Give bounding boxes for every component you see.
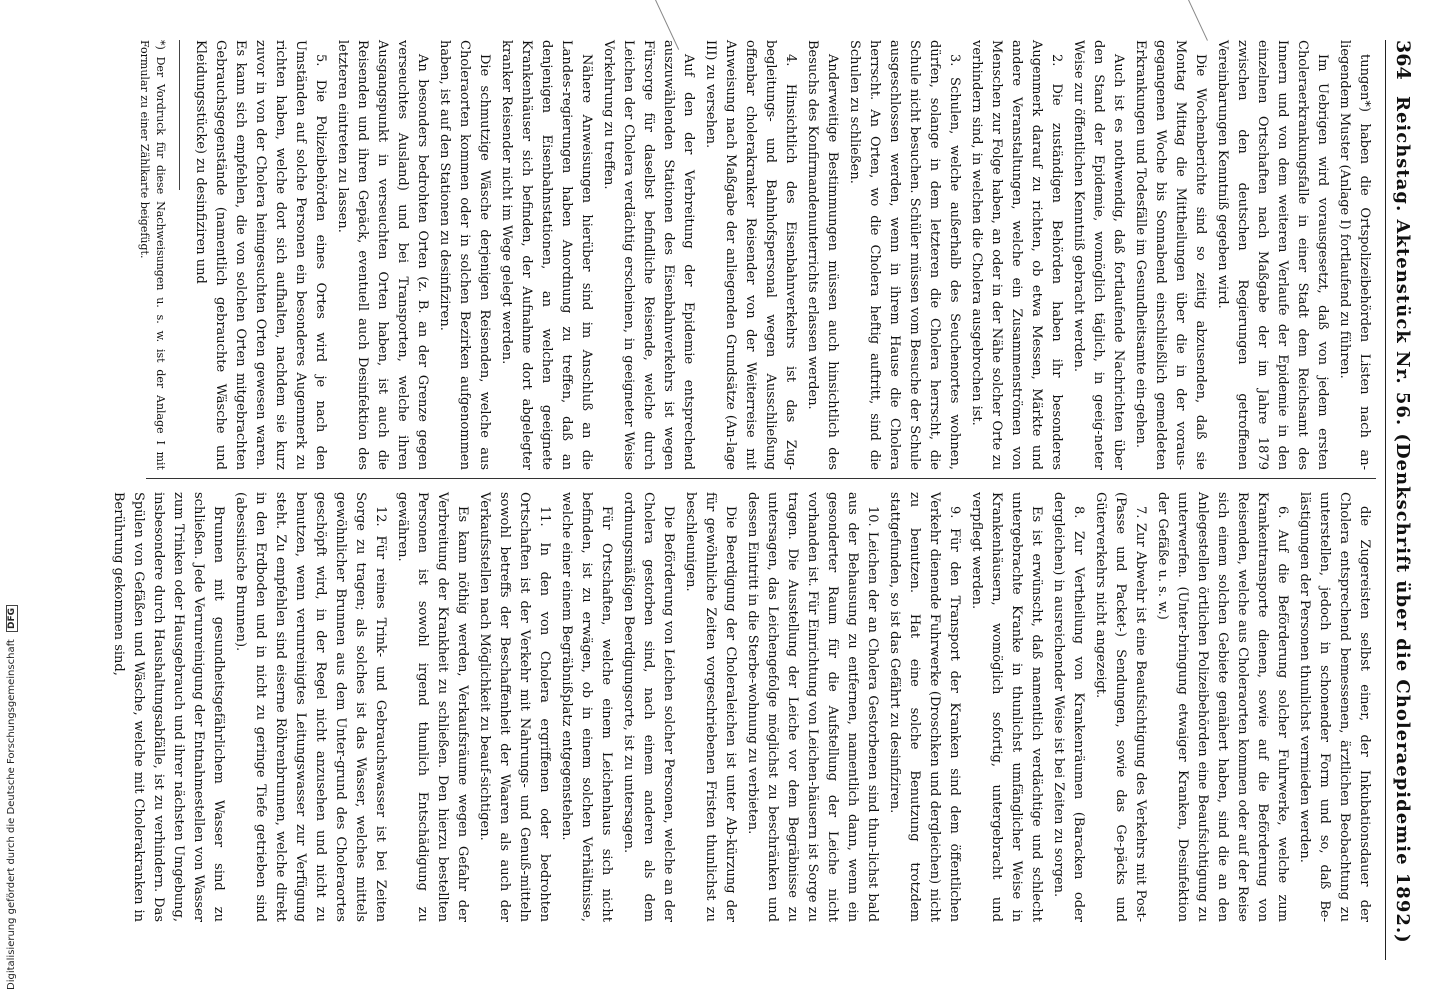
paragraph: 4. Hinsichtlich des Eisenbahnverkehrs ist das Zug-begleitungs- und Bahnhofspersonal wegen Ausschließung offenbar cholerakranker Reisender von der Weiterreise mit Anweisung nach Maßgabe der anliegenden Grundsätze (An-lage III) zu versehen.: [703, 40, 798, 470]
right-column: [111, 492, 1374, 922]
paragraph: Im Uebrigen wird vorausgesetzt, daß von jedem ersten Choleraerkrankungsfalle in einer Stadt dem Reichsamt des Innern und von dem weiteren Verlaufe der Epidemie in den einzelnen Ortschaften nach Maßgabe der im Jahre 1879 zwischen den deutschen Regierungen getroffenen Vereinbarungen Kenntniß gegeben wird.: [1215, 40, 1330, 470]
paragraph: Für Ortschaften, welche einem Leichenhaus sich nicht befinden, ist zu erwägen, ob in einem solchen Verhältnisse, welche einer einem Begräbnißplatz entgegenstehen.: [559, 492, 614, 922]
paragraph: Die schmutzige Wäsche derjenigen Reisenden, welche aus Choleraorten kommen oder in solchen Bezirken aufgenommen haben, ist auf den Stationen zu desinfiziren.: [437, 40, 492, 470]
column-divider: [146, 478, 1376, 479]
document-page: [102, 0, 1432, 1000]
running-title: Reichstag. Aktenstück Nr. 56. (Denkschrift über die Choleraepidemie 1892.): [1392, 95, 1414, 944]
paragraph: 5. Die Polizeibehörden eines Ortes wird je nach den Umständen auf solche Personen ein besonderes Augenmerk zu richten haben, welche dort sich aufhalten, nachdem sie kurz zuvor in von der Cholera heimgesuchten Orten gewesen waren. Es kann sich empfehlen, die von solchen Orten mitgebrachten Gebrauchsgegenstände (namentlich gebrauchte Wäsche und Kleidungsstücke) zu desinfiziren und: [193, 40, 328, 470]
digitization-credit: [6, 607, 20, 990]
paragraph: Die Beförderung von Leichen solcher Personen, welche an der Cholera gestorben sind, nach einem anderen als dem ordnungsmäßigen Beerdigungsorte, ist zu untersagen.: [621, 492, 676, 922]
paragraph: 7. Zur Abwehr ist eine Beaufsichtigung des Verkehrs mit Post- (Passe und Packet-) Sendungen, sowie das Ge-päcks und Güterverkehrs nicht angezeigt.: [1093, 492, 1148, 922]
paragraph: Die Beerdigung der Choleraleichen ist unter Ab-kürzung der für gewöhnliche Zeiten vorgeschriebenen Fristen thunlichst zu beschleunigen.: [683, 492, 738, 922]
paragraph: 11. In den von Cholera ergriffenen oder bedrohten Ortschaften ist der Verkehr mit Nahrungs- und Genuß-mitteln sowohl betreffs der Beschaffenheit der Waaren als auch der Verkaufsstellen nach Möglichkeit zu beauf-sichtigen.: [477, 492, 552, 922]
paragraph: Auch ist es nothwendig, daß fortlaufende Nachrichten über den Stand der Epidemie, womöglich täglich, in geeig-neter Weise zur öffentlichen Kenntniß gebracht werden.: [1071, 40, 1126, 470]
paragraph: die Zugereisten selbst einer, der Inkubationsdauer der Cholera entsprechend bemessenen, ärztlichen Beobachtung zu unterstellen, jedoch in schonender Form und so, daß Be-lästigungen der Personen thunlichst vermieden werden.: [1297, 492, 1372, 922]
paragraph: 9. Für den Transport der Kranken sind dem öffentlichen Verkehr dienende Fuhrwerke (Droschken und dergleichen) nicht zu benutzen. Hat eine solche Benutzung trotzdem stattgefunden, so ist das Gefährt zu desinfiziren.: [887, 492, 962, 922]
footnote-rule: [179, 40, 180, 190]
paragraph: Die Wochenberichte sind so zeitig abzusenden, daß sie Montag Mittag die Mittheilungen über die in der voraus-gegangenen Woche bis Sonnabend einschließlich gemeldeten Erkrankungen und Todesfälle im Gesundheitsamte ein-gehen.: [1133, 40, 1208, 470]
paragraph: 12. Für reines Trink- und Gebrauchswasser ist bei Zeiten Sorge zu tragen; als solches ist das Wasser, welches mittels gewöhnlicher Brunnen aus dem Unter-grund des Choleraortes geschöpft wird, in der Regel nicht anzusehen und nicht zu benutzen, wenn verunreinigtes Leitungswasser zur Verfügung steht. Zu empfehlen sind eiserne Röhrenbrunnen, welche direkt in den Erdboden und in nicht zu geringe Tiefe getrieben sind (abessinische Brunnen).: [233, 492, 388, 922]
paragraph: tungen*) haben die Ortspolizeibehörden Listen nach an-liegendem Muster (Anlage I) fortlaufend zu führen.: [1337, 40, 1372, 470]
paragraph: 3. Schulen, welche außerhalb des Seuchenortes wohnen, dürfen, solange in dem letzteren die Cholera herrscht, die Schule nicht besuchen. Schüler müssen vom Besuche der Schule ausgeschlossen werden, wenn in ihrem Hause die Cholera herrscht. An Orten, wo die Cholera heftig auftritt, sind die Schulen zu schließen.: [847, 40, 962, 470]
paragraph: An besonders bedrohten Orten (z. B. an der Grenze gegen verseuchtes Ausland) und bei Transporten, welche ihren Ausgangspunkt in verseuchten Orten haben, ist auch die Reisenden und ihren Gepäck, eventuell auch Desinfektion des letzteren eintreten zu lassen.: [335, 40, 430, 470]
paragraph: Anderweitige Bestimmungen müssen auch hinsichtlich des Besuchs des Konfirmandenunterrichts erlassen werden.: [805, 40, 840, 470]
paragraph: Es kann nöthig werden, Verkaufsräume wegen Gefahr der Verbreitung der Krankheit zu schließen. Den hierzu bestellten Personen ist sowohl irgend thunlich Entschädigung zu gewähren.: [395, 492, 470, 922]
paragraph: 6. Auf die Beförderung solcher Fuhrwerke, welche zum Krankentransporte dienen, sowie auf die Beförderung von Reisenden, welche aus Choleraorten kommen oder auf der Reise sich einem solchen Gebiete genähert haben, sind die an den Anlegestellen örtlichen Polizeibehörden eine Beaufsichtigung zu unterwerfen. (Unter-bringung etwaiger Kranken, Desinfektion der Gefäße u. s. w.): [1155, 492, 1290, 922]
paragraph: Es ist erwünscht, daß namentlich verdächtige und schlecht untergebrachte Kranke in thunlichst umfänglicher Weise in Krankenhäusern, womöglich sofortig, untergebracht und verpflegt werden.: [969, 492, 1044, 922]
page-header: [1385, 40, 1420, 960]
credit-text: Digitalisierung gefördert durch die Deutsche Forschungsgemeinschaft: [6, 639, 17, 990]
left-column: [138, 40, 1374, 470]
dfg-logo: DFG: [6, 605, 18, 632]
paragraph: Brunnen mit gesundheitsgefährlichem Wasser sind zu schließen. Jede Verunreinigung der Entnahmestellen von Wasser zum Trinken oder Hausgebrauch und ihrer nächsten Umgebung, insbesondere durch Haushaltungsabfälle, ist zu verhindern. Das Spülen von Gefäßen und Wäsche, welche mit Cholerakranken in Berührung gekommen sind,: [111, 492, 226, 922]
footnote: *) Der Vordruck für diese Nachweisungen u. s. w. ist der Anlage I mit Formular zu einer Zählkarte beigefügt.: [138, 40, 167, 470]
page-number: 364: [1392, 40, 1414, 80]
paragraph: Nähere Anweisungen hierüber sind im Anschluß an die Landes-regierungen haben Anordnung zu treffen, daß an denjenigen Eisenbahnstationen, an welchen geeignete Krankenhäuser sich befinden, der Aufnahme dort abgelegter kranker Reisender nicht im Wege gelegt werden.: [499, 40, 594, 470]
paragraph: 2. Die zuständigen Behörden haben ihr besonderes Augenmerk darauf zu richten, ob etwa Messen, Märkte und andere Veranstaltungen, welche ein Zusammenströmen von Menschen zur Folge haben, an oder in der Nähe solcher Orte zu verhindern sind, in welchen die Cholera ausgebrochen ist.: [969, 40, 1064, 470]
paragraph: Auf den der Verbreitung der Epidemie entsprechend auszuwählenden Stationen des Eisenbahnverkehrs ist wegen Fürsorge für daselbst befindliche Reisende, welche durch Leichen der Cholera verdächtig erscheinen, in geeigneter Weise Vorkehrung zu treffen.: [601, 40, 696, 470]
paragraph: 8. Zur Vertheilung von Krankenräumen (Baracken oder dergleichen) in ausreichender Weise ist bei Zeiten zu sorgen.: [1051, 492, 1086, 922]
paragraph: 10. Leichen der an Cholera Gestorbenen sind thun-lichst bald aus der Behausung zu entfernen, namentlich dann, wenn ein gesonderter Raum für die Aufstellung der Leiche nicht vorhanden ist. Für Einrichtung von Leichen-häusern ist Sorge zu tragen. Die Ausstellung der Leiche vor dem Begräbnisse zu untersagen, das Leichengefolge möglichst zu beschränken und dessen Eintritt in die Sterbe-wohnung zu verbieten.: [745, 492, 880, 922]
